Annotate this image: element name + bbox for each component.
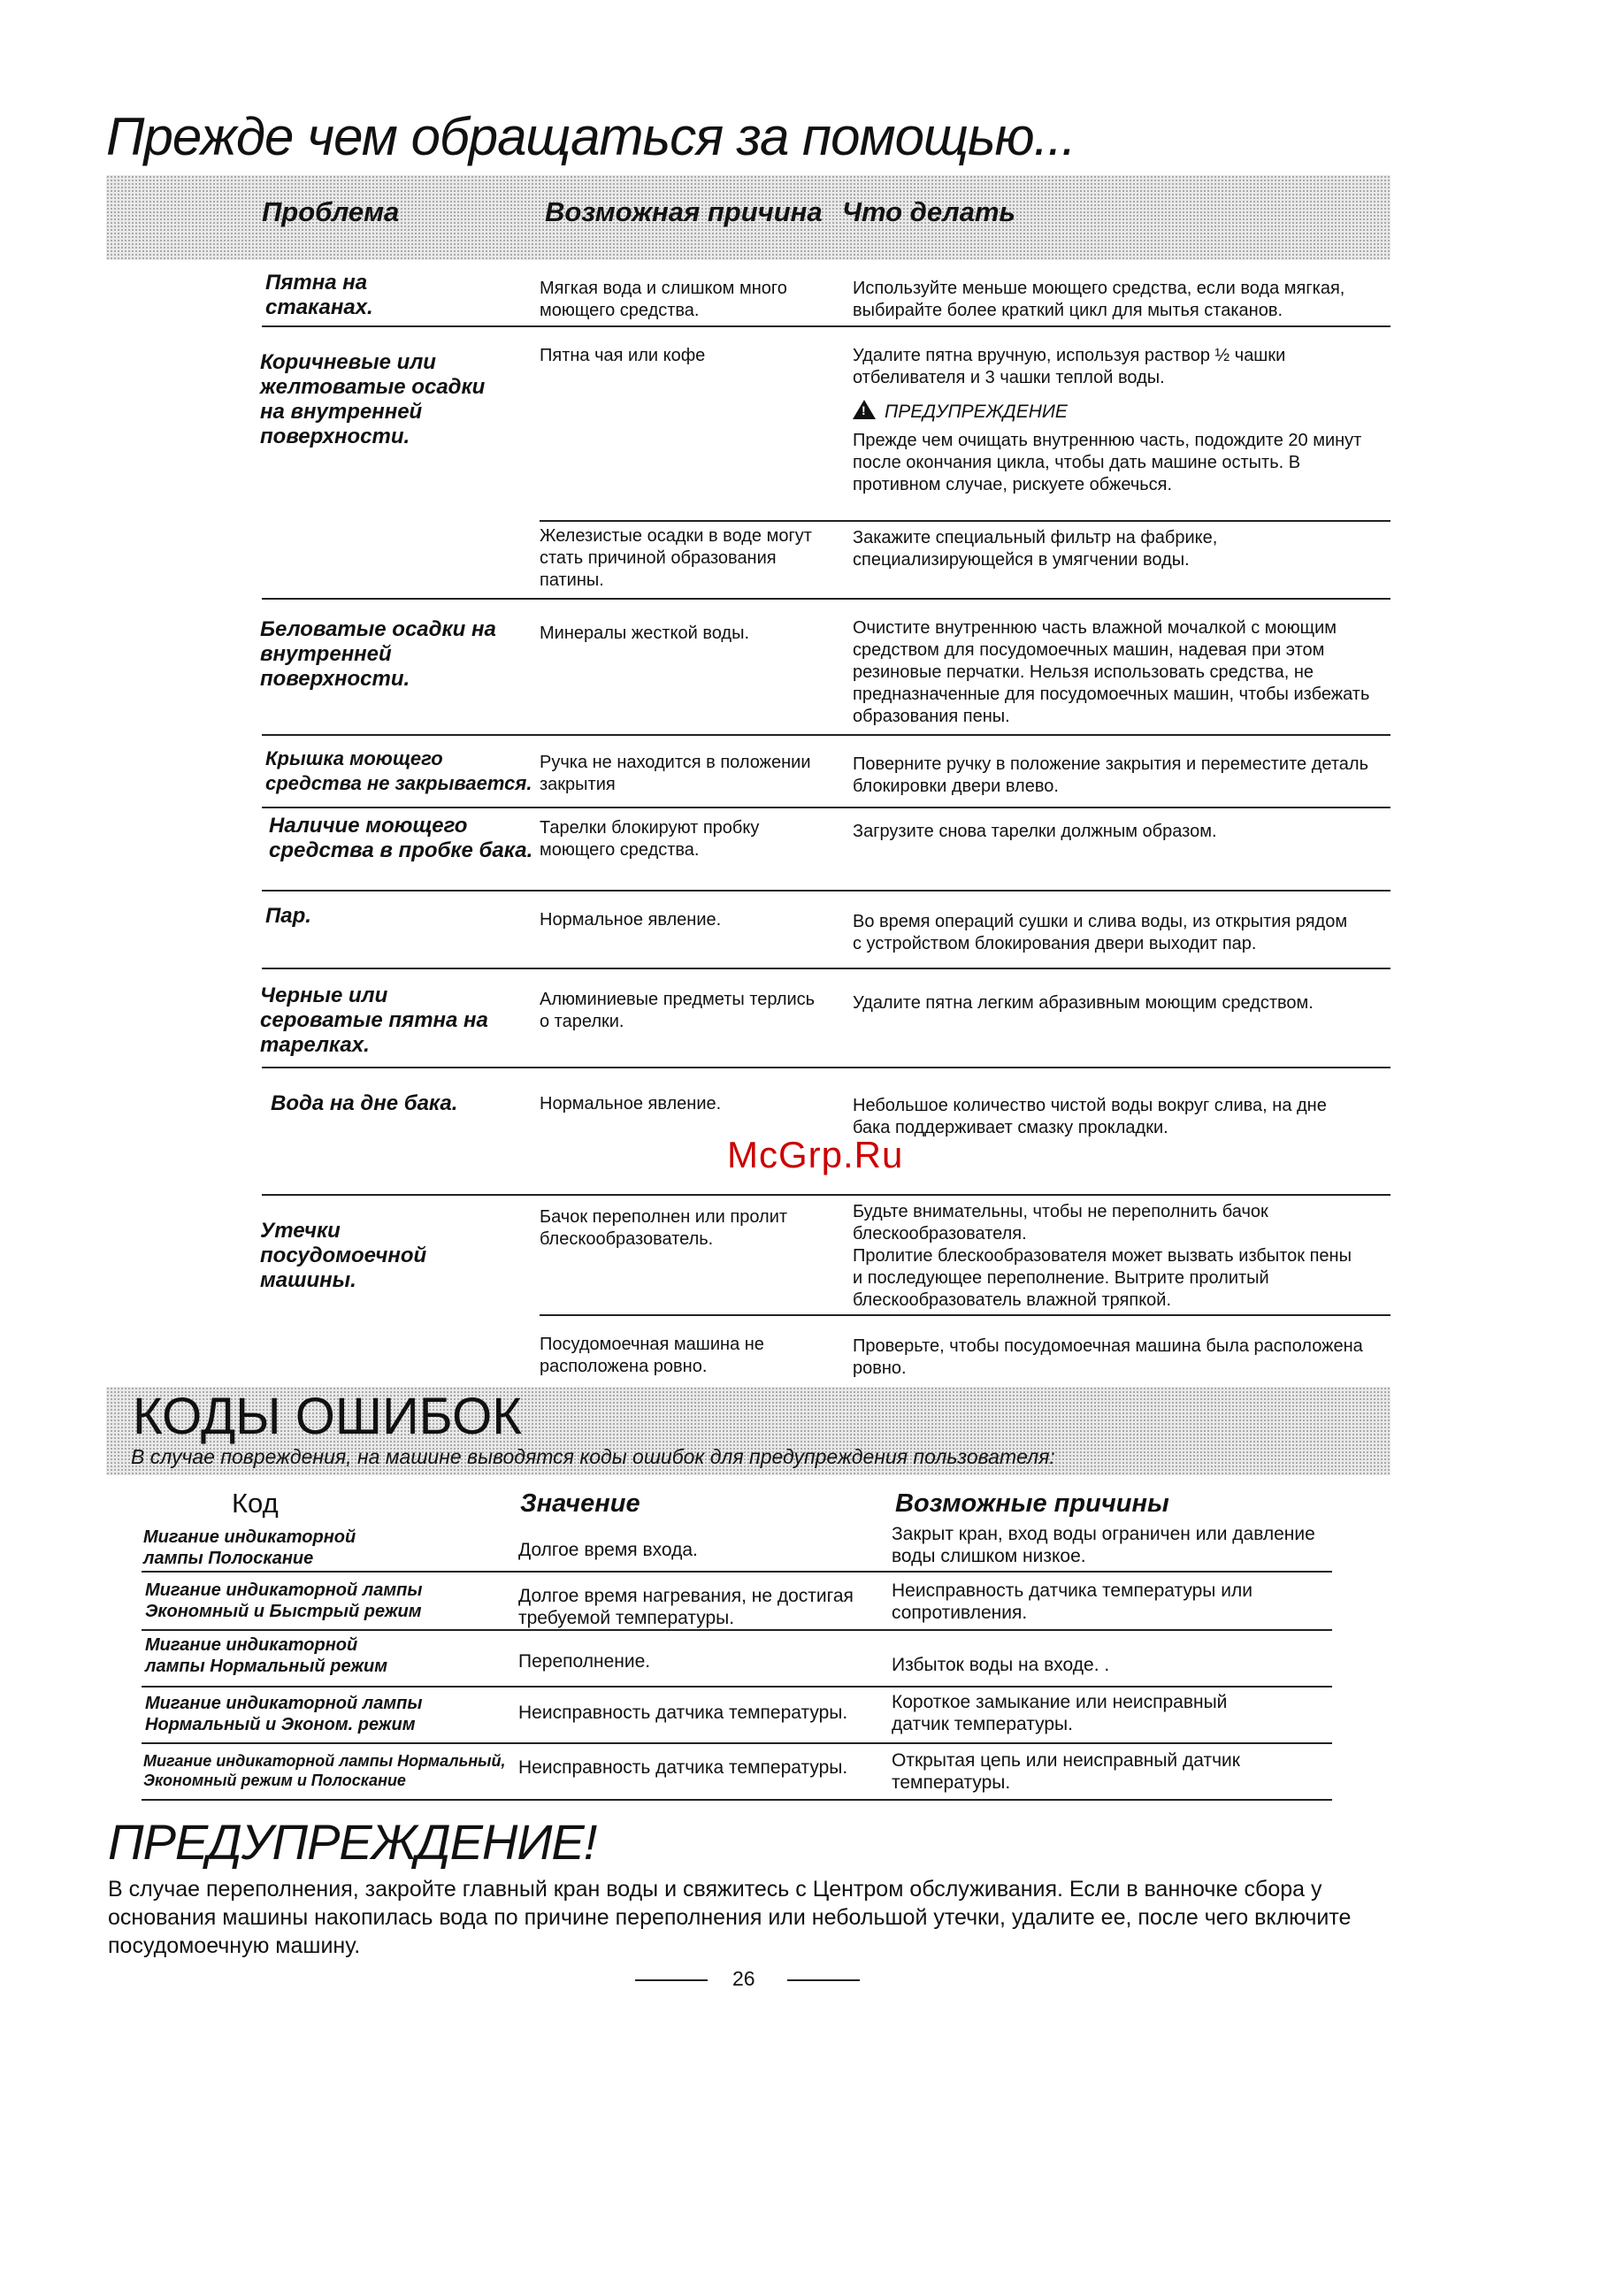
action-cell: Очистите внутреннюю часть влажной мочалкой с моющим средством для посудомоечных машин, надевая при этом резиновые перчатки. Нельзя использовать средства, не предназначенные для посудомоечных машин, чтобы избежать образования пены. xyxy=(853,618,1370,726)
row-divider xyxy=(262,890,1390,892)
header-meaning: Значение xyxy=(520,1489,640,1518)
error-meaning-cell: Переполнение. xyxy=(518,1651,651,1672)
row-divider xyxy=(142,1571,1332,1573)
row-divider xyxy=(262,968,1390,969)
action-cell: Проверьте, чтобы посудомоечная машина была расположена ровно. xyxy=(853,1336,1363,1378)
error-meaning-cell: Неисправность датчика температуры. xyxy=(518,1703,848,1723)
action-cell: Во время операций сушки и слива воды, из открытия рядом с устройством блокирования двери выходит пар. xyxy=(853,912,1348,953)
header-code: Код xyxy=(232,1488,279,1519)
error-codes-title: КОДЫ ОШИБОК xyxy=(133,1388,522,1445)
error-code-cell: Мигание индикаторной лампы Экономный и Быстрый режим xyxy=(145,1580,423,1621)
error-causes-cell: Открытая цепь или неисправный датчик температуры. xyxy=(892,1750,1240,1793)
warning-triangle-icon xyxy=(853,400,876,419)
problem-cell: Наличие моющего средства в пробке бака. xyxy=(269,814,533,862)
problem-cell: Коричневые или желтоватые осадки на внутренней поверхности. xyxy=(260,350,486,448)
warning-title: ПРЕДУПРЕЖДЕНИЕ! xyxy=(108,1814,597,1870)
row-divider xyxy=(540,520,1390,522)
error-meaning-cell: Долгое время входа. xyxy=(518,1540,698,1560)
header-problem: Проблема xyxy=(262,196,400,227)
row-divider xyxy=(142,1686,1332,1688)
action-cell: Загрузите снова тарелки должным образом. xyxy=(853,822,1217,841)
error-code-cell: Мигание индикаторной лампы Нормальный, Экономный режим и Полоскание xyxy=(143,1752,506,1789)
row-divider xyxy=(262,1067,1390,1068)
cause-cell: Мягкая вода и слишком много моющего средства. xyxy=(540,279,787,320)
problem-cell: Пятна на стаканах. xyxy=(265,271,373,319)
page-number-dash-left xyxy=(635,1979,708,1981)
page-number: 26 xyxy=(732,1967,755,1990)
problem-cell: Черные или сероватые пятна на тарелках. xyxy=(260,983,488,1057)
row-divider xyxy=(142,1799,1332,1801)
error-code-cell: Мигание индикаторной лампы Нормальный и Эконом. режим xyxy=(145,1694,423,1734)
action-cell: Небольшое количество чистой воды вокруг слива, на дне бака поддерживает смазку прокладки. xyxy=(853,1096,1327,1137)
error-code-cell: Мигание индикаторной лампы Полоскание xyxy=(143,1527,356,1568)
action-cell: Удалите пятна легким абразивным моющим средством. xyxy=(853,993,1314,1013)
cause-cell: Бачок переполнен или пролит блескообразователь. xyxy=(540,1207,788,1249)
page-number-dash-right xyxy=(787,1979,860,1981)
row-divider xyxy=(262,598,1390,600)
error-causes-cell: Избыток воды на входе. . xyxy=(892,1655,1110,1675)
row-divider xyxy=(262,1194,1390,1196)
problem-cell: Вода на дне бака. xyxy=(271,1091,458,1115)
problem-cell: Крышка моющего средства не закрывается. xyxy=(265,747,532,794)
warning-label: ПРЕДУПРЕЖДЕНИЕ xyxy=(885,402,1068,422)
cause-cell: Посудомоечная машина не расположена ровно. xyxy=(540,1335,764,1376)
action-cell: Будьте внимательны, чтобы не переполнить бачок блескообразователя. Пролитие блескообразователя может вызвать избыток пены и последующее переполнение. Вытрите пролитый блескообразователь влажной тряпкой. xyxy=(853,1202,1352,1310)
warning-text: Прежде чем очищать внутреннюю часть, подождите 20 минут после окончания цикла, чтобы дать машине остыть. В противном случае, рискуете обжечься. xyxy=(853,431,1362,494)
error-code-cell: Мигание индикаторной лампы Нормальный режим xyxy=(145,1635,388,1676)
problem-cell: Утечки посудомоечной машины. xyxy=(260,1219,427,1292)
warning-note xyxy=(853,400,1068,423)
cause-cell: Пятна чая или кофе xyxy=(540,346,706,365)
action-cell: Поверните ручку в положение закрытия и переместите деталь блокировки двери влево. xyxy=(853,754,1368,796)
action-cell: Удалите пятна вручную, используя раствор ½ чашки отбеливателя и 3 чашки теплой воды. xyxy=(853,346,1286,387)
cause-cell: Нормальное явление. xyxy=(540,910,722,930)
cause-cell: Железистые осадки в воде могут стать причиной образования патины. xyxy=(540,526,812,590)
header-causes: Возможные причины xyxy=(895,1489,1169,1518)
row-divider xyxy=(262,807,1390,808)
row-divider xyxy=(262,325,1390,327)
action-cell: Используйте меньше моющего средства, если вода мягкая, выбирайте более краткий цикл для мытья стаканов. xyxy=(853,279,1345,320)
error-causes-cell: Закрыт кран, вход воды ограничен или давление воды слишком низкое. xyxy=(892,1524,1315,1566)
cause-cell: Ручка не находится в положении закрытия xyxy=(540,753,811,794)
page-title: Прежде чем обращаться за помощью... xyxy=(106,107,1076,166)
watermark: McGrp.Ru xyxy=(727,1134,904,1175)
action-cell: Закажите специальный фильтр на фабрике, специализирующейся в умягчении воды. xyxy=(853,528,1218,570)
warning-text-block: В случае переполнения, закройте главный кран воды и свяжитесь с Центром обслуживания. Если в ванночке сбора у основания машины накопилась вода по причине переполнения или небольшой утечки, удалите ее, после чего включите посудомоечную машину. xyxy=(108,1877,1352,1958)
row-divider xyxy=(262,734,1390,736)
error-meaning-cell: Неисправность датчика температуры. xyxy=(518,1757,848,1778)
header-action: Что делать xyxy=(842,196,1015,227)
cause-cell: Алюминиевые предметы терлись о тарелки. xyxy=(540,990,816,1031)
cause-cell: Нормальное явление. xyxy=(540,1094,722,1114)
cause-cell: Тарелки блокируют пробку моющего средства. xyxy=(540,818,760,860)
error-causes-cell: Неисправность датчика температуры или сопротивления. xyxy=(892,1580,1252,1623)
header-cause: Возможная причина xyxy=(545,196,823,227)
row-divider xyxy=(142,1742,1332,1744)
problem-cell: Беловатые осадки на внутренней поверхности. xyxy=(260,617,496,691)
cause-cell: Минералы жесткой воды. xyxy=(540,624,750,643)
error-codes-subtitle: В случае повреждения, на машине выводятся коды ошибок для предупреждения пользователя: xyxy=(131,1445,1055,1468)
row-divider xyxy=(540,1314,1390,1316)
error-meaning-cell: Долгое время нагревания, не достигая требуемой температуры. xyxy=(518,1586,854,1628)
error-causes-cell: Короткое замыкание или неисправный датчик температуры. xyxy=(892,1692,1228,1734)
row-divider xyxy=(142,1629,1332,1631)
problem-cell: Пар. xyxy=(265,904,311,928)
